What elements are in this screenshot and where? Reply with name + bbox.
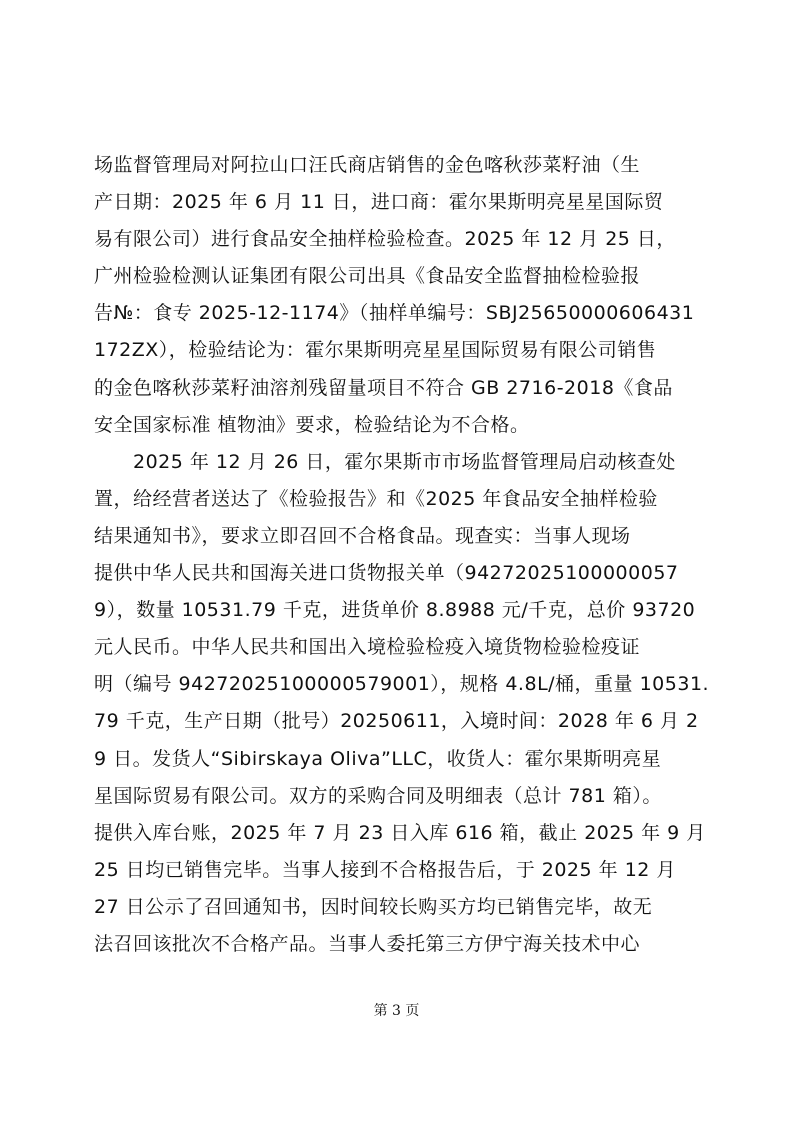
page-number: 第 3 页: [373, 1003, 420, 1019]
text-line: 提供入库台账，2025 年 7 月 23 日入库 616 箱，截止 2025 年 9 月: [94, 821, 706, 844]
text-line: 79 千克，生产日期（批号）20250611，入境时间：2028 年 6 月 2: [94, 710, 699, 733]
text-line: 9），数量 10531.79 千克，进货单价 8.8988 元/千克，总价 93720: [94, 599, 696, 622]
text-line: 广州检验检测认证集团有限公司出具《食品安全监督抽检检验报: [94, 265, 641, 288]
text-line: 9 日。发货人“Sibirskaya Oliva”LLC，收货人：霍尔果斯明亮星: [94, 747, 662, 770]
text-line: 27 日公示了召回通知书，因时间较长购买方均已销售完毕，故无: [94, 895, 653, 918]
text-line: 25 日均已销售完毕。当事人接到不合格报告后，于 2025 年 12 月: [94, 858, 676, 881]
text-line: 的金色喀秋莎菜籽油溶剂残留量项目不符合 GB 2716-2018《食品: [94, 376, 673, 399]
text-line: 安全国家标准 植物油》要求，检验结论为不合格。: [94, 413, 530, 436]
text-line: 产日期：2025 年 6 月 11 日，进口商：霍尔果斯明亮星星国际贸: [94, 191, 664, 214]
text-line: 易有限公司）进行食品安全抽样检验检查。2025 年 12 月 25 日，: [94, 228, 676, 251]
text-line: 提供中华人民共和国海关进口货物报关单（94272025100000057: [94, 562, 679, 585]
text-line: 置，给经营者送达了《检验报告》和《2025 年食品安全抽样检验: [94, 487, 658, 510]
text-line: 2025 年 12 月 26 日，霍尔果斯市市场监督管理局启动核查处: [94, 450, 676, 473]
text-line: 结果通知书》，要求立即召回不合格食品。现查实：当事人现场: [94, 524, 631, 547]
text-line: 星国际贸易有限公司。双方的采购合同及明细表（总计 781 箱）。: [94, 784, 662, 807]
text-line: 场监督管理局对阿拉山口汪氏商店销售的金色喀秋莎菜籽油（生: [94, 154, 641, 176]
text-line: 法召回该批次不合格产品。当事人委托第三方伊宁海关技术中心: [94, 932, 641, 955]
text-line: 元人民币。中华人民共和国出入境检验检疫入境货物检验检疫证: [94, 636, 641, 659]
text-line: 172ZX），检验结论为：霍尔果斯明亮星星国际贸易有限公司销售: [94, 339, 657, 362]
body-text: [94, 147, 710, 963]
text-line: 明（编号 94272025100000579001），规格 4.8L/桶，重量 10531.: [94, 673, 710, 696]
text-line: 告№：食专 2025-12-1174》（抽样单编号：SBJ25650000606431: [94, 302, 695, 325]
